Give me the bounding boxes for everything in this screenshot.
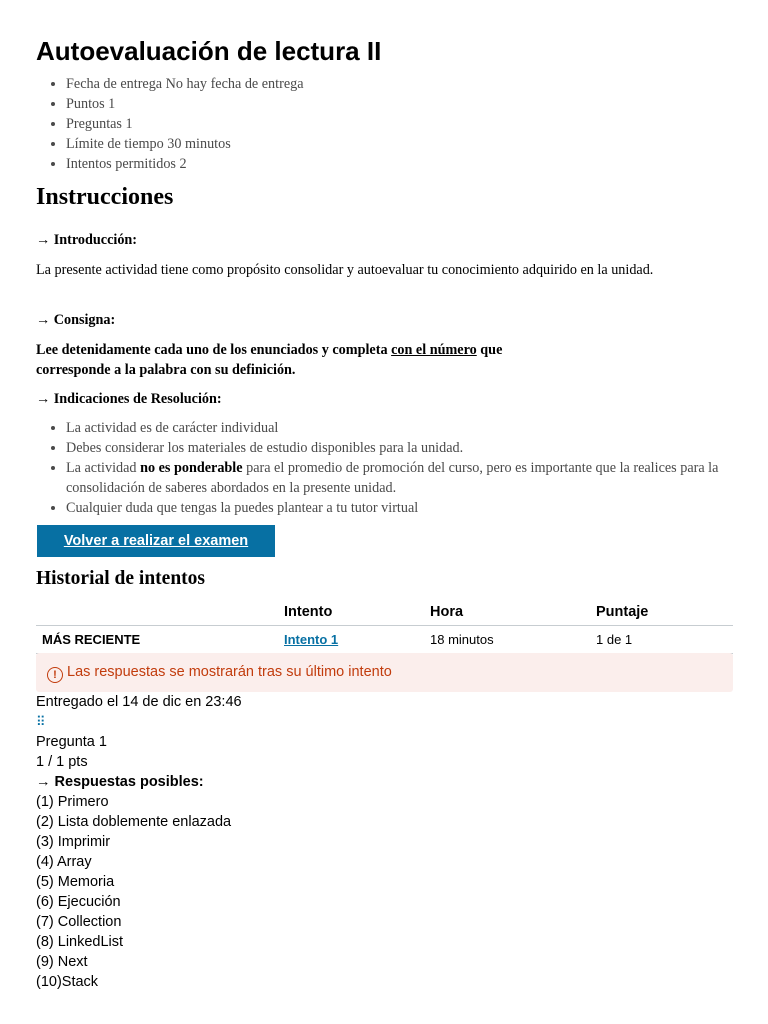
consigna-text xyxy=(36,340,726,380)
indication-item3-post: para el promedio de promoción del curso, pero es importante que la realices para la consolidación de saberes abordados en la presente unidad. xyxy=(66,460,719,496)
quiz-details-list xyxy=(36,74,304,174)
attempt-link[interactable]: Intento 1 xyxy=(284,632,339,647)
indication-item xyxy=(66,458,726,498)
warning-icon: ! xyxy=(47,667,63,683)
list-item: (10)Stack xyxy=(36,974,99,990)
question-points: 1 / 1 pts xyxy=(36,754,88,770)
indication-item: • La actividad es de carácter individual xyxy=(66,418,726,438)
consigna-part2: que xyxy=(476,342,503,358)
detail-attempts-allowed: • Intentos permitidos 2 xyxy=(66,154,304,174)
detail-questions: • Preguntas 1 xyxy=(66,114,304,134)
indication-item3-pre: La actividad xyxy=(66,460,141,476)
drag-handle-icon[interactable]: ⠿ xyxy=(36,714,46,729)
table-row xyxy=(36,626,733,654)
retry-quiz-button[interactable]: Volver a realizar el examen xyxy=(37,525,275,557)
list-item: (8) LinkedList xyxy=(36,934,124,950)
detail-due-date: • Fecha de entrega No hay fecha de entrega xyxy=(66,74,304,94)
consigna-line2: corresponde a la palabra con su definición. xyxy=(36,362,296,378)
score-cell: 1 de 1 xyxy=(590,626,733,654)
list-item: (7) Collection xyxy=(36,914,122,930)
quiz-title: Autoevaluación de lectura II xyxy=(36,36,382,66)
list-item: (2) Lista doblemente enlazada xyxy=(36,814,232,830)
indications-list xyxy=(36,418,726,518)
list-item: (1) Primero xyxy=(36,794,109,810)
most-recent-tag: MÁS RECIENTE xyxy=(36,626,278,654)
column-tag xyxy=(36,598,278,626)
alert-message: Las respuestas se mostrarán tras su último intento xyxy=(67,664,392,680)
indication-item: • Debes considerar los materiales de estudio disponibles para la unidad. xyxy=(66,438,726,458)
list-item: (6) Ejecución xyxy=(36,894,121,910)
column-score: Puntaje xyxy=(590,598,733,626)
answers-hidden-alert xyxy=(36,653,733,692)
detail-points: • Puntos 1 xyxy=(66,94,304,114)
indications-label: → Indicaciones de Resolución: xyxy=(36,391,222,407)
consigna-underlined: con el número xyxy=(391,342,477,358)
submission-details xyxy=(36,692,242,992)
attempts-table-header xyxy=(36,598,733,626)
history-heading: Historial de intentos xyxy=(36,568,205,589)
list-item: (3) Imprimir xyxy=(36,834,111,850)
intro-text: La presente actividad tiene como propósito consolidar y autoevaluar tu conocimiento adquirido en la unidad. xyxy=(36,262,654,278)
list-item: (9) Next xyxy=(36,954,88,970)
detail-time-limit: • Límite de tiempo 30 minutos xyxy=(66,134,304,154)
indication-item: • Cualquier duda que tengas la puedes plantear a tu tutor virtual xyxy=(66,498,726,518)
submitted-date: Entregado el 14 de dic en 23:46 xyxy=(36,694,242,710)
consigna-part1: Lee detenidamente cada uno de los enunciados y completa xyxy=(36,342,392,358)
answers-list xyxy=(36,792,242,992)
answers-label: → Respuestas posibles: xyxy=(36,774,204,790)
column-time: Hora xyxy=(424,598,590,626)
column-attempt: Intento xyxy=(278,598,424,626)
consigna-label: → Consigna: xyxy=(36,312,116,328)
time-cell: 18 minutos xyxy=(424,626,590,654)
list-item: (5) Memoria xyxy=(36,874,115,890)
list-item: (4) Array xyxy=(36,854,92,870)
attempt-cell xyxy=(278,626,424,654)
attempts-table xyxy=(36,598,733,654)
intro-label: → Introducción: xyxy=(36,232,138,248)
indication-item3-bold: no es ponderable xyxy=(140,460,243,476)
instructions-heading: Instrucciones xyxy=(36,184,174,210)
question-title: Pregunta 1 xyxy=(36,734,107,750)
